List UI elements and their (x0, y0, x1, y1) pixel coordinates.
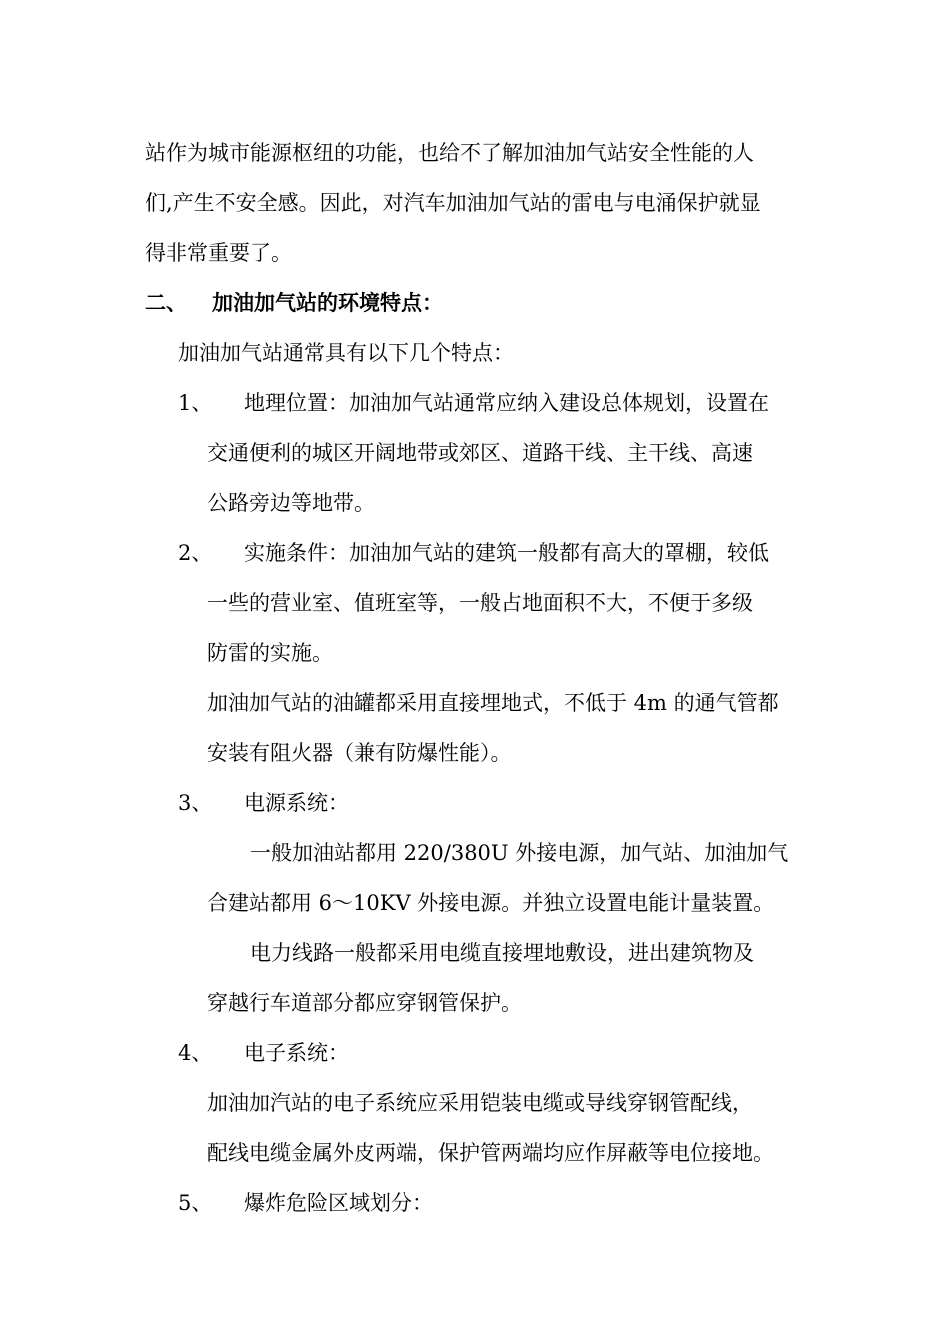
item-3-p1-line-1: 一般加油站都用 220/380U 外接电源，加气站、加油加气 (250, 841, 789, 865)
item-4-number: 4、 (178, 1041, 213, 1065)
item-3-number: 3、 (178, 791, 213, 815)
item-5-line-1: 爆炸危险区域划分： (244, 1191, 433, 1215)
intro-line-3: 得非常重要了。 (145, 241, 292, 265)
item-3-p2-line-1: 电力线路一般都采用电缆直接埋地敷设，进出建筑物及 (250, 941, 754, 965)
item-4-p1-line-1: 加油加汽站的电子系统应采用铠装电缆或导线穿钢管配线， (207, 1091, 753, 1115)
item-1-line-1: 地理位置：加油加气站通常应纳入建设总体规划，设置在 (244, 391, 769, 415)
item-3-line-1: 电源系统： (244, 791, 349, 815)
item-2-line-3: 防雷的实施。 (207, 641, 333, 665)
section-2-title: 加油加气站的环境特点： (212, 290, 443, 315)
section-2-lead: 加油加气站通常具有以下几个特点： (178, 341, 514, 365)
item-5-number: 5、 (178, 1191, 213, 1215)
item-1-line-3: 公路旁边等地带。 (207, 491, 375, 515)
item-4-p1-line-2: 配线电缆金属外皮两端，保护管两端均应作屏蔽等电位接地。 (207, 1141, 774, 1165)
item-3-p2-line-2: 穿越行车道部分都应穿钢管保护。 (207, 991, 522, 1015)
item-2-line-2: 一些的营业室、值班室等，一般占地面积不大，不便于多级 (207, 591, 753, 615)
item-1-line-2: 交通便利的城区开阔地带或郊区、道路干线、主干线、高速 (207, 441, 753, 465)
item-4-line-1: 电子系统： (244, 1041, 349, 1065)
item-3-p1-line-2: 合建站都用 6～10KV 外接电源。并独立设置电能计量装置。 (207, 891, 775, 915)
item-2-extra-1: 加油加气站的油罐都采用直接埋地式，不低于 4m 的通气管都 (207, 691, 779, 715)
intro-line-1: 站作为城市能源枢纽的功能，也给不了解加油加气站安全性能的人 (145, 141, 754, 165)
item-2-number: 2、 (178, 541, 213, 565)
item-2-extra-2: 安装有阻火器（兼有防爆性能）。 (207, 741, 512, 765)
section-2-number: 二、 (145, 290, 187, 315)
item-2-line-1: 实施条件：加油加气站的建筑一般都有高大的罩棚，较低 (244, 541, 769, 565)
item-1-number: 1、 (178, 391, 213, 415)
intro-line-2: 们,产生不安全感。因此，对汽车加油加气站的雷电与电涌保护就显 (145, 191, 761, 215)
